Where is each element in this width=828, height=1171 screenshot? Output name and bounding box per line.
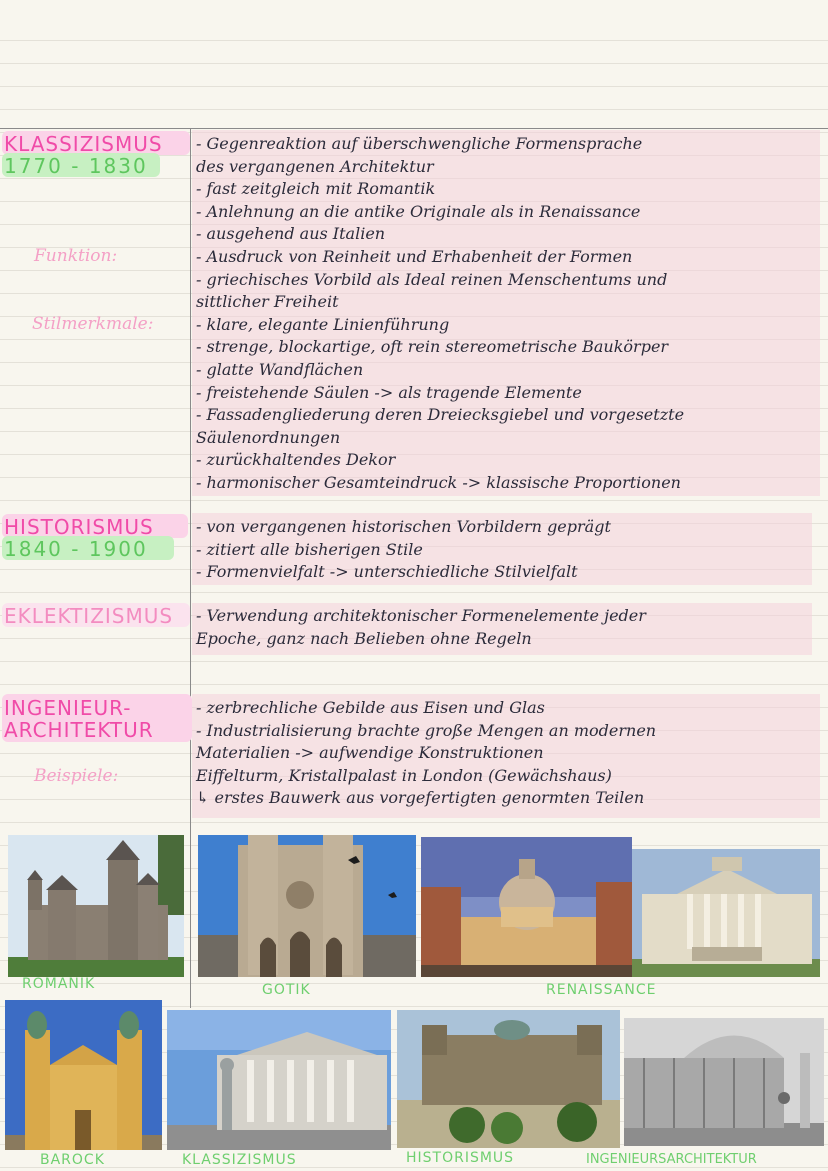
note-line: sittlicher Freiheit (196, 292, 339, 312)
note-line: - klare, elegante Linienführung (196, 314, 450, 334)
renaissance-basilica-photo (421, 837, 632, 977)
header-rule (0, 128, 828, 129)
eklektizismus-notes (196, 605, 646, 650)
margin-line (190, 128, 191, 1008)
barock-caption: BAROCK (40, 1152, 105, 1168)
klassizismus-title: KLASSIZISMUS (4, 132, 163, 156)
note-line: - zerbrechliche Gebilde aus Eisen und Glas (196, 698, 545, 717)
ingenieur-title-line2: ARCHITEKTUR (4, 718, 154, 742)
note-line: - griechisches Vorbild als Ideal reinen Menschentums und (196, 269, 668, 289)
note-line: - zitiert alle bisherigen Stile (196, 539, 423, 559)
historismus-title: HISTORISMUS (4, 515, 154, 539)
historismus-years: 1840 - 1900 (4, 537, 148, 561)
note-line: - von vergangenen historischen Vorbildern geprägt (196, 517, 611, 536)
ingenieur-crystal-palace-photo (624, 1018, 824, 1146)
note-line: Säulenordnungen (196, 427, 341, 447)
renaissance-villa-photo (632, 849, 820, 977)
note-line: - Anlehnung an die antike Originale als in Renaissance (196, 201, 641, 221)
eklektizismus-title: EKLEKTIZISMUS (4, 604, 174, 628)
beispiele-label: Beispiele: (34, 766, 119, 786)
note-line: Materialien -> aufwendige Konstruktionen (196, 743, 544, 763)
ingenieur-notes (196, 697, 656, 810)
note-line: - Ausdruck von Reinheit und Erhabenheit der Formen (196, 246, 633, 266)
klassizismus-caption: KLASSIZISMUS (182, 1152, 297, 1168)
funktion-label: Funktion: (34, 246, 118, 266)
romanik-church-photo (8, 835, 184, 977)
klassizismus-years: 1770 - 1830 (4, 154, 148, 178)
note-line: - Fassadengliederung deren Dreiecksgiebel und vorgesetzte (196, 405, 685, 425)
note-line: - freistehende Säulen -> als tragende Elemente (196, 382, 582, 402)
ingenieur-title-line1: INGENIEUR- (4, 696, 132, 720)
note-line: - ausgehend aus Italien (196, 224, 386, 244)
gotik-caption: GOTIK (262, 982, 311, 998)
note-line: des vergangenen Architektur (196, 156, 434, 176)
note-line: - Industrialisierung brachte große Mengen an modernen (196, 720, 657, 740)
klassizismus-parliament-photo (167, 1010, 391, 1150)
stilmerkmale-label: Stilmerkmale: (32, 314, 154, 334)
historismus-caption: HISTORISMUS (406, 1150, 515, 1166)
note-line: - glatte Wandflächen (196, 359, 364, 379)
note-line: - fast zeitgleich mit Romantik (196, 179, 436, 199)
note-line: Epoche, ganz nach Belieben ohne Regeln (196, 628, 532, 648)
historismus-reichstag-photo (397, 1010, 620, 1148)
barock-church-photo (5, 1000, 162, 1150)
note-line: ↳ erstes Bauwerk aus vorgefertigten genormten Teilen (196, 788, 645, 808)
romanik-caption: ROMANIK (22, 976, 96, 992)
note-line: Eiffelturm, Kristallpalast in London (Gewächshaus) (196, 765, 612, 785)
renaissance-caption: RENAISSANCE (546, 982, 657, 998)
klassizismus-notes (196, 133, 684, 495)
note-line: - Gegenreaktion auf überschwengliche Formensprache (196, 134, 643, 153)
gotik-cathedral-photo (198, 835, 416, 977)
note-line: - Formenvielfalt -> unterschiedliche Stilvielfalt (196, 562, 578, 582)
note-line: - Verwendung architektonischer Formenelemente jeder (196, 606, 646, 625)
note-line: - harmonischer Gesamteindruck -> klassische Proportionen (196, 472, 681, 492)
note-line: - zurückhaltendes Dekor (196, 450, 396, 470)
ingenieur-caption: INGENIEURSARCHITEKTUR (586, 1152, 757, 1167)
note-line: - strenge, blockartige, oft rein stereometrische Baukörper (196, 337, 669, 357)
historismus-notes (196, 516, 611, 584)
